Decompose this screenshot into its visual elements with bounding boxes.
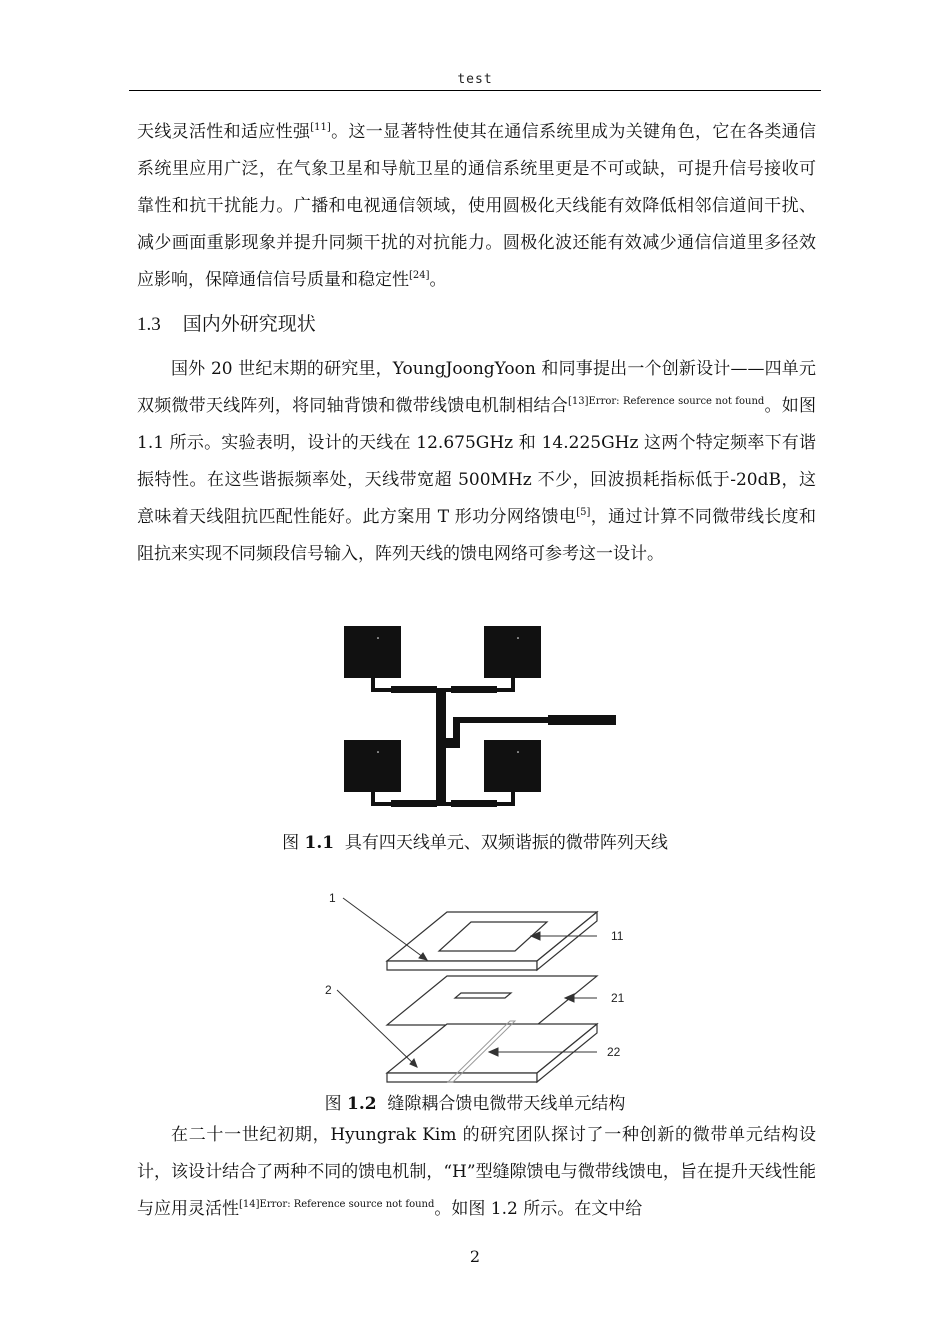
p2-citation-2: [5] (576, 507, 591, 518)
figure-1-1-label-prefix: 图 (282, 833, 305, 853)
paragraph-2 (137, 351, 816, 573)
figure-1-2-label-number: 1.2 (347, 1094, 377, 1114)
p2-citation-1: [13]Error: Reference source not found (567, 396, 765, 407)
ground-plane (387, 976, 597, 1025)
callout-2: 2 (325, 983, 332, 997)
callout-1: 1 (329, 891, 336, 905)
section-number: 1.3 (137, 314, 161, 335)
p2-text-a: 国外 20 世纪末期的研究里，YoungJoongYoon 和同事提出一个创新设计——四单元双频微带天线阵列，将同轴背馈和微带线馈电机制相结合 (137, 359, 816, 416)
figure-1-1-caption-text: 具有四天线单元、双频谐振的微带阵列天线 (344, 833, 668, 853)
section-heading (137, 310, 316, 339)
patch-bottom-left (344, 740, 401, 792)
figure-1-2-slot-coupled-structure (315, 885, 635, 1090)
p3-text-a: 在二十一世纪初期，Hyungrak Kim 的研究团队探讨了一种创新的微带单元结构设计，该设计结合了两种不同的馈电机制，“H”型缝隙馈电与微带线馈电，旨在提升天线性能与应用灵活性 (137, 1125, 816, 1219)
section-title: 国内外研究现状 (182, 313, 316, 335)
figure-1-2-label-prefix: 图 (324, 1094, 347, 1114)
p2-text-c: ，通过计算不同微带线长度和阻抗来实现不同频段信号输入，阵列天线的馈电网络可参考这一设计。 (137, 507, 816, 564)
p3-text-b: 。如图 1.2 所示。在文中给 (434, 1199, 643, 1219)
figure-1-1-caption (0, 830, 950, 856)
callout-22: 22 (607, 1045, 621, 1059)
paragraph-3 (137, 1117, 816, 1228)
figure-1-2-caption (0, 1091, 950, 1117)
figure-1-1-label-number: 1.1 (304, 833, 335, 853)
callout-21: 21 (611, 991, 625, 1005)
p2-text-b: 。如图 1.1 所示。实验表明，设计的天线在 12.675GHz 和 14.225GHz 这两个特定频率下有谐振特性。在这些谐振频率处，天线带宽超 500MHz 不少，回波损耗指标低于-20dB，这意味着天线阻抗匹配性能好。此方案用 T 形功分网络馈电 (137, 396, 817, 527)
callout-11: 11 (611, 929, 624, 943)
p1-text-b: 。这一显著特性使其在通信系统里成为关键角色，它在各类通信系统里应用广泛，在气象卫星和导航卫星的通信系统里更是不可或缺，可提升信号接收可靠性和抗干扰能力。广播和电视通信领域，使用圆极化天线能有效降低相邻信道间干扰、减少画面重影现象并提升同频干扰的对抗能力。圆极化波还能有效减少通信信道里多径效应影响，保障通信信号质量和稳定性 (137, 122, 816, 290)
page-number: 2 (469, 1247, 481, 1266)
figure-1-1-antenna-array (335, 620, 625, 820)
p1-text-a: 天线灵活性和适应性强 (137, 122, 311, 142)
page-header: test (457, 72, 493, 87)
header-rule (129, 90, 821, 91)
p3-citation-1: [14]Error: Reference source not found (239, 1199, 435, 1210)
p1-citation-2: [24] (409, 270, 430, 281)
p1-citation-1: [11] (310, 122, 331, 133)
patch-bottom-right (484, 740, 541, 792)
figure-1-2-caption-text: 缝隙耦合馈电微带天线单元结构 (387, 1094, 626, 1114)
patch-top-left (344, 626, 401, 678)
bottom-substrate (387, 1024, 597, 1073)
paragraph-1 (137, 114, 816, 299)
patch-top-right (484, 626, 541, 678)
p1-text-c: 。 (429, 270, 447, 290)
